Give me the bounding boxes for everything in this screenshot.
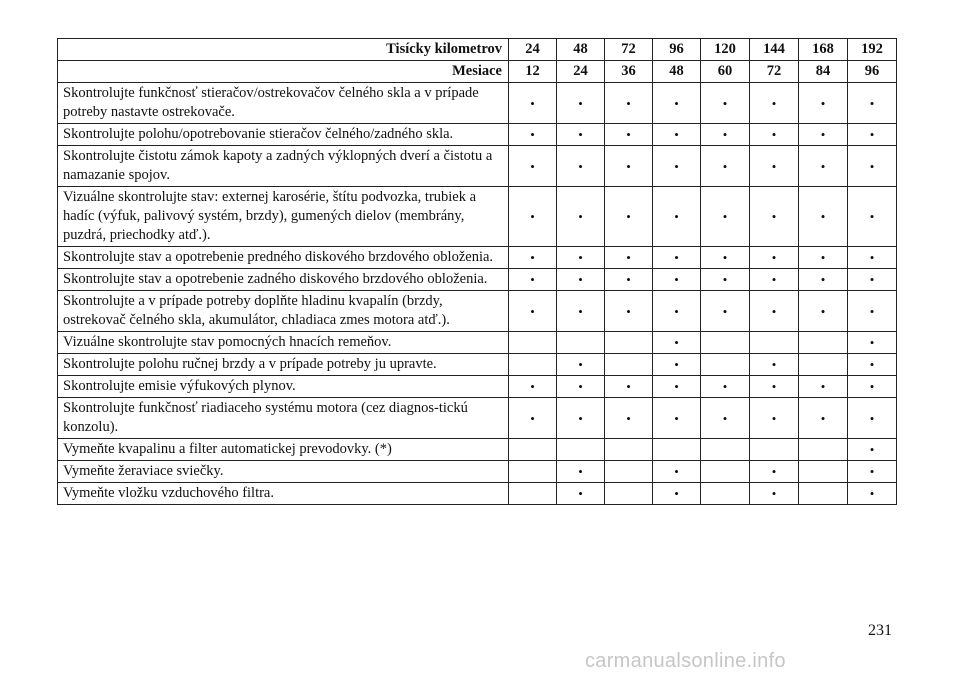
- empty-cell: [509, 461, 557, 483]
- service-mark-cell: •: [750, 124, 799, 146]
- empty-cell: [701, 439, 750, 461]
- empty-cell: [799, 461, 848, 483]
- header-kilometers-value: 72: [605, 39, 653, 61]
- header-months-value: 60: [701, 61, 750, 83]
- service-mark-cell: •: [799, 376, 848, 398]
- empty-cell: [799, 439, 848, 461]
- service-mark-cell: •: [509, 124, 557, 146]
- service-mark-cell: •: [653, 146, 701, 187]
- empty-cell: [509, 483, 557, 505]
- service-mark-cell: •: [750, 376, 799, 398]
- table-row: [58, 124, 897, 146]
- service-mark-cell: •: [799, 247, 848, 269]
- service-mark-cell: •: [848, 291, 897, 332]
- service-mark-cell: •: [605, 187, 653, 247]
- service-mark-cell: •: [799, 291, 848, 332]
- service-mark-cell: •: [653, 461, 701, 483]
- service-mark-cell: •: [557, 124, 605, 146]
- task-description: Skontrolujte stav a opotrebenie zadného diskového brzdového obloženia.: [58, 269, 509, 291]
- service-mark-cell: •: [848, 124, 897, 146]
- service-mark-cell: •: [509, 247, 557, 269]
- header-kilometers-value: 144: [750, 39, 799, 61]
- service-mark-cell: •: [605, 291, 653, 332]
- service-mark-cell: •: [557, 398, 605, 439]
- service-mark-cell: •: [557, 376, 605, 398]
- header-kilometers-value: 168: [799, 39, 848, 61]
- service-mark-cell: •: [750, 398, 799, 439]
- service-mark-cell: •: [557, 146, 605, 187]
- service-mark-cell: •: [605, 83, 653, 124]
- table-row: [58, 483, 897, 505]
- table-row: [58, 332, 897, 354]
- header-kilometers-value: 192: [848, 39, 897, 61]
- service-mark-cell: •: [557, 83, 605, 124]
- empty-cell: [799, 332, 848, 354]
- service-mark-cell: •: [848, 83, 897, 124]
- service-mark-cell: •: [509, 187, 557, 247]
- task-description: Skontrolujte emisie výfukových plynov.: [58, 376, 509, 398]
- header-months-value: 36: [605, 61, 653, 83]
- service-mark-cell: •: [799, 187, 848, 247]
- service-mark-cell: •: [653, 398, 701, 439]
- empty-cell: [605, 461, 653, 483]
- empty-cell: [605, 332, 653, 354]
- header-months-value: 48: [653, 61, 701, 83]
- service-mark-cell: •: [848, 376, 897, 398]
- service-mark-cell: •: [509, 398, 557, 439]
- task-description: Skontrolujte a v prípade potreby doplňte hladinu kvapalín (brzdy, ostrekovač čelného skla, akumulátor, chladiaca zmes motora atď.).: [58, 291, 509, 332]
- service-mark-cell: •: [848, 187, 897, 247]
- table-row: [58, 187, 897, 247]
- task-description: Skontrolujte čistotu zámok kapoty a zadných výklopných dverí a čistotu a namazanie spojov.: [58, 146, 509, 187]
- header-kilometers-value: 48: [557, 39, 605, 61]
- task-description: Vizuálne skontrolujte stav pomocných hnacích remeňov.: [58, 332, 509, 354]
- service-mark-cell: •: [605, 398, 653, 439]
- service-mark-cell: •: [605, 376, 653, 398]
- service-mark-cell: •: [557, 187, 605, 247]
- service-mark-cell: •: [557, 269, 605, 291]
- service-mark-cell: •: [701, 124, 750, 146]
- table-row: [58, 461, 897, 483]
- empty-cell: [509, 332, 557, 354]
- service-mark-cell: •: [750, 354, 799, 376]
- service-mark-cell: •: [509, 291, 557, 332]
- service-mark-cell: •: [750, 83, 799, 124]
- service-mark-cell: •: [557, 354, 605, 376]
- service-mark-cell: •: [509, 269, 557, 291]
- service-mark-cell: •: [557, 483, 605, 505]
- table-row: [58, 83, 897, 124]
- table-row: [58, 291, 897, 332]
- service-mark-cell: •: [653, 332, 701, 354]
- table-row: [58, 146, 897, 187]
- maintenance-schedule: [57, 38, 896, 505]
- service-mark-cell: •: [848, 354, 897, 376]
- service-mark-cell: •: [653, 483, 701, 505]
- header-kilometers-value: 120: [701, 39, 750, 61]
- service-mark-cell: •: [701, 187, 750, 247]
- header-months-value: 12: [509, 61, 557, 83]
- service-mark-cell: •: [701, 398, 750, 439]
- empty-cell: [605, 439, 653, 461]
- task-description: Skontrolujte funkčnosť riadiaceho systému motora (cez diagnos-tickú konzolu).: [58, 398, 509, 439]
- table-row: [58, 354, 897, 376]
- task-description: Vymeňte kvapalinu a filter automatickej prevodovky. (*): [58, 439, 509, 461]
- task-description: Vymeňte žeraviace sviečky.: [58, 461, 509, 483]
- empty-cell: [750, 332, 799, 354]
- service-mark-cell: •: [701, 146, 750, 187]
- header-months-value: 96: [848, 61, 897, 83]
- maintenance-table: [57, 38, 897, 505]
- service-mark-cell: •: [750, 247, 799, 269]
- service-mark-cell: •: [848, 439, 897, 461]
- header-months-value: 72: [750, 61, 799, 83]
- service-mark-cell: •: [653, 187, 701, 247]
- empty-cell: [557, 332, 605, 354]
- header-kilometers-value: 24: [509, 39, 557, 61]
- empty-cell: [653, 439, 701, 461]
- table-row: [58, 376, 897, 398]
- service-mark-cell: •: [509, 376, 557, 398]
- service-mark-cell: •: [799, 124, 848, 146]
- service-mark-cell: •: [848, 269, 897, 291]
- service-mark-cell: •: [750, 291, 799, 332]
- header-months-value: 84: [799, 61, 848, 83]
- empty-cell: [799, 354, 848, 376]
- service-mark-cell: •: [605, 124, 653, 146]
- service-mark-cell: •: [701, 83, 750, 124]
- service-mark-cell: •: [653, 124, 701, 146]
- task-description: Skontrolujte funkčnosť stieračov/ostrekovačov čelného skla a v prípade potreby nastavte ostrekovače.: [58, 83, 509, 124]
- page-number: 231: [868, 622, 892, 639]
- service-mark-cell: •: [653, 291, 701, 332]
- task-description: Skontrolujte polohu ručnej brzdy a v prípade potreby ju upravte.: [58, 354, 509, 376]
- empty-cell: [750, 439, 799, 461]
- table-row: [58, 439, 897, 461]
- empty-cell: [701, 461, 750, 483]
- header-kilometers-value: 96: [653, 39, 701, 61]
- service-mark-cell: •: [605, 146, 653, 187]
- header-months-label: Mesiace: [58, 61, 509, 83]
- header-kilometers-label: Tisícky kilometrov: [58, 39, 509, 61]
- empty-cell: [509, 354, 557, 376]
- table-row: [58, 398, 897, 439]
- header-months-value: 24: [557, 61, 605, 83]
- service-mark-cell: •: [509, 83, 557, 124]
- empty-cell: [701, 332, 750, 354]
- service-mark-cell: •: [701, 291, 750, 332]
- service-mark-cell: •: [701, 247, 750, 269]
- service-mark-cell: •: [848, 398, 897, 439]
- service-mark-cell: •: [701, 376, 750, 398]
- task-description: Vizuálne skontrolujte stav: externej karosérie, štítu podvozka, trubiek a hadíc (výfuk, palivový systém, brzdy), gumených dielov (membrány, puzdrá, priechodky atď.).: [58, 187, 509, 247]
- service-mark-cell: •: [848, 483, 897, 505]
- service-mark-cell: •: [557, 247, 605, 269]
- service-mark-cell: •: [750, 269, 799, 291]
- empty-cell: [557, 439, 605, 461]
- task-description: Vymeňte vložku vzduchového filtra.: [58, 483, 509, 505]
- empty-cell: [701, 354, 750, 376]
- service-mark-cell: •: [750, 483, 799, 505]
- service-mark-cell: •: [799, 398, 848, 439]
- service-mark-cell: •: [848, 332, 897, 354]
- empty-cell: [605, 354, 653, 376]
- empty-cell: [799, 483, 848, 505]
- empty-cell: [605, 483, 653, 505]
- service-mark-cell: •: [653, 247, 701, 269]
- service-mark-cell: •: [653, 376, 701, 398]
- header-kilometers: [58, 39, 897, 61]
- service-mark-cell: •: [848, 247, 897, 269]
- empty-cell: [701, 483, 750, 505]
- table-row: [58, 247, 897, 269]
- empty-cell: [509, 439, 557, 461]
- watermark: carmanualsonline.info: [585, 650, 786, 672]
- service-mark-cell: •: [750, 187, 799, 247]
- task-description: Skontrolujte polohu/opotrebovanie stieračov čelného/zadného skla.: [58, 124, 509, 146]
- service-mark-cell: •: [750, 461, 799, 483]
- service-mark-cell: •: [605, 247, 653, 269]
- service-mark-cell: •: [799, 83, 848, 124]
- task-description: Skontrolujte stav a opotrebenie predného diskového brzdového obloženia.: [58, 247, 509, 269]
- service-mark-cell: •: [799, 269, 848, 291]
- service-mark-cell: •: [557, 291, 605, 332]
- service-mark-cell: •: [509, 146, 557, 187]
- service-mark-cell: •: [653, 83, 701, 124]
- service-mark-cell: •: [750, 146, 799, 187]
- service-mark-cell: •: [799, 146, 848, 187]
- service-mark-cell: •: [848, 146, 897, 187]
- service-mark-cell: •: [701, 269, 750, 291]
- header-months: [58, 61, 897, 83]
- table-row: [58, 269, 897, 291]
- service-mark-cell: •: [605, 269, 653, 291]
- service-mark-cell: •: [848, 461, 897, 483]
- service-mark-cell: •: [653, 269, 701, 291]
- service-mark-cell: •: [653, 354, 701, 376]
- service-mark-cell: •: [557, 461, 605, 483]
